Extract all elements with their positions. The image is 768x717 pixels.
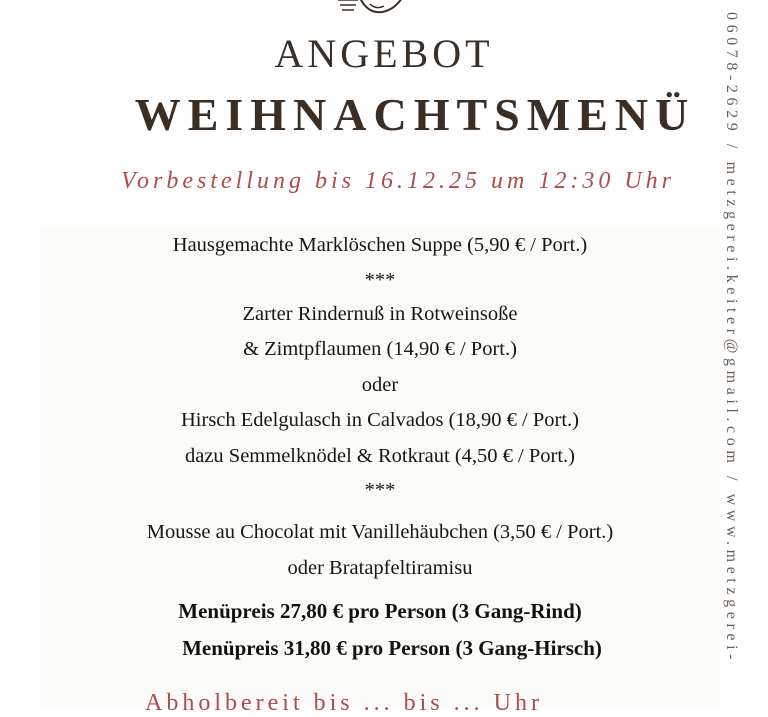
price-rind: Menüpreis 27,80 € pro Person (3 Gang-Rind) xyxy=(178,599,582,623)
menu-line-dessert: Mousse au Chocolat mit Vanillehäubchen (3,50 € / Port.) xyxy=(146,521,614,543)
menu-list xyxy=(0,228,760,586)
preorder-deadline: Vorbestellung bis 16.12.25 um 12:30 Uhr xyxy=(121,168,675,194)
menu-separator: *** xyxy=(364,479,396,501)
menu-line-soup: Hausgemachte Marklöschen Suppe (5,90 € / Port.) xyxy=(172,234,588,256)
menu-line-beef: Zarter Rindernuß in Rotweinsoße xyxy=(242,302,518,325)
menu-line-dessert-alt: oder Bratapfeltiramisu xyxy=(287,556,473,579)
menu-separator: *** xyxy=(364,268,396,291)
menu-line-beef-side: & Zimtpflaumen (14,90 € / Port.) xyxy=(243,338,517,360)
menu-line-sides: dazu Semmelknödel & Rotkraut (4,50 € / Port.) xyxy=(184,444,575,467)
contact-info: 06078-2629 / metzgerei.keiter@gmail.com / www.metzgerei- xyxy=(723,12,740,665)
pickup-time: Abholbereit bis ... bis ... Uhr xyxy=(145,690,543,716)
menu-line-venison: Hirsch Edelgulasch in Calvados (18,90 € / Port.) xyxy=(181,409,579,431)
title-angebot: ANGEBOT xyxy=(274,31,494,76)
menu-line-or: oder xyxy=(361,373,399,396)
price-hirsch: Menüpreis 31,80 € pro Person (3 Gang-Hirsch) xyxy=(182,636,602,660)
title-weihnachtsmenue: WEIHNACHTSMENÜ xyxy=(134,89,696,140)
butcher-logo-icon xyxy=(336,0,416,22)
